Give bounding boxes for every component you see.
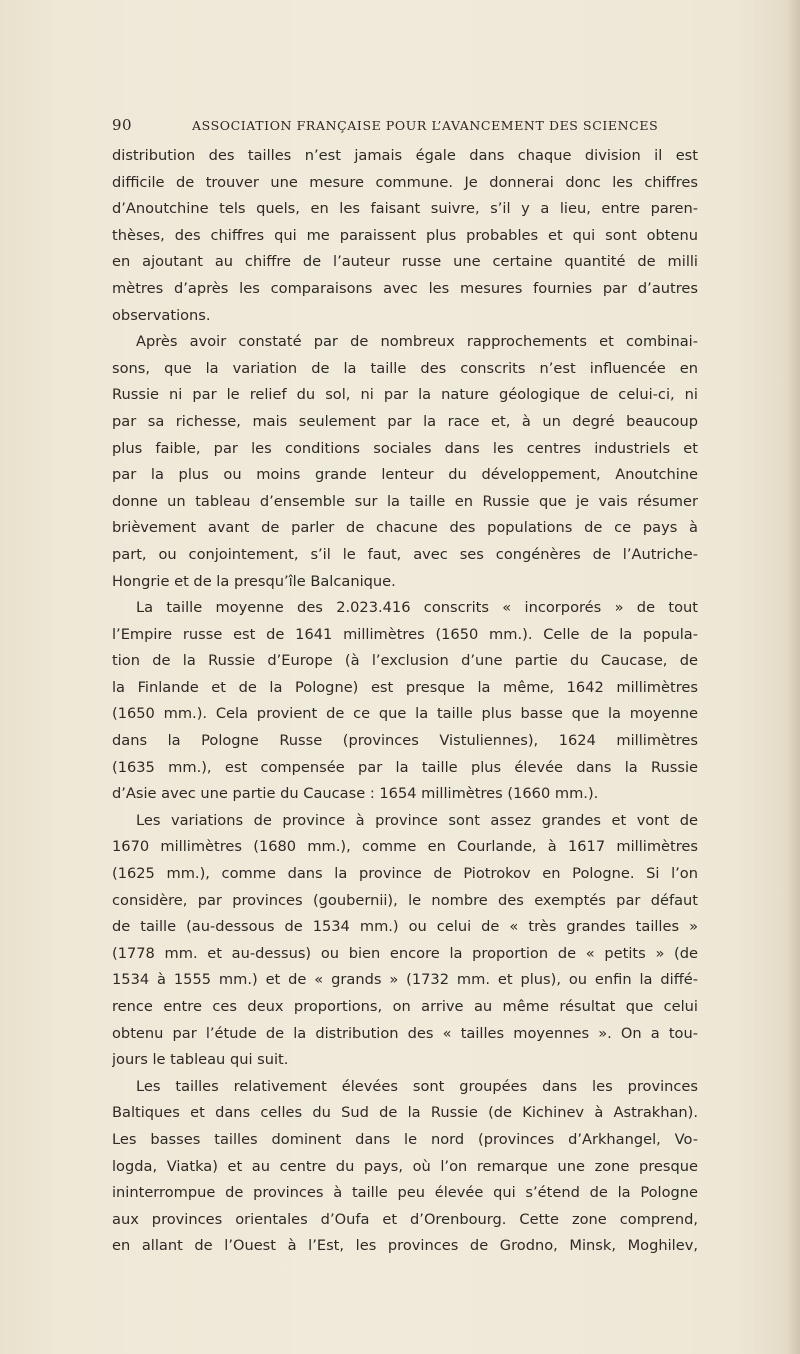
text-line: en ajoutant au chiffre de l’auteur russe une certaine quantité de milli (112, 253, 698, 271)
text-line: brièvement avant de parler de chacune des populations de ce pays à (112, 519, 698, 537)
text-line: sons, que la variation de la taille des conscrits n’est influencée en (112, 359, 698, 377)
text-line: Baltiques et dans celles du Sud de la Russie (de Kichinev à Astrakhan). (112, 1104, 698, 1122)
text-line: jours le tableau qui suit. (112, 1051, 289, 1069)
text-line: d’Asie avec une partie du Caucase : 1654 millimètres (1660 mm.). (112, 785, 599, 803)
text-line: Les basses tailles dominent dans le nord (provinces d’Arkhangel, Vo- (112, 1130, 698, 1148)
text-line: observations. (112, 306, 211, 324)
running-header (112, 116, 698, 138)
running-title: ASSOCIATION FRANÇAISE POUR L’AVANCEMENT DES SCIENCES (192, 118, 659, 133)
text-line: part, ou conjointement, s’il le faut, avec ses congénères de l’Autriche- (112, 545, 698, 563)
text-line: par la plus ou moins grande lenteur du développement, Anoutchine (112, 466, 698, 484)
text-line: thèses, des chiffres qui me paraissent plus probables et qui sont obtenu (112, 226, 698, 244)
text-line: Après avoir constaté par de nombreux rapprochements et combinai- (136, 333, 698, 351)
text-line: aux provinces orientales d’Oufa et d’Orenbourg. Cette zone comprend, (112, 1210, 698, 1228)
text-line: la Finlande et de la Pologne) est presque la même, 1642 millimètres (112, 678, 698, 696)
text-line: tion de la Russie d’Europe (à l’exclusion d’une partie du Caucase, de (112, 652, 698, 670)
text-line: (1635 mm.), est compensée par la taille plus élevée dans la Russie (112, 758, 698, 776)
text-line: d’Anoutchine tels quels, en les faisant suivre, s’il y a lieu, entre paren- (112, 200, 698, 218)
text-line: donne un tableau d’ensemble sur la taille en Russie que je vais résumer (112, 492, 698, 510)
text-line: (1650 mm.). Cela provient de ce que la taille plus basse que la moyenne (112, 705, 698, 723)
text-line: Les variations de province à province sont assez grandes et vont de (136, 811, 698, 829)
page-number: 90 (112, 116, 133, 134)
text-line: par sa richesse, mais seulement par la race et, à un degré beaucoup (112, 412, 698, 430)
text-line: rence entre ces deux proportions, on arrive au même résultat que celui (112, 998, 698, 1015)
text-line: (1625 mm.), comme dans la province de Piotrokov en Pologne. Si l’on (112, 865, 698, 883)
page-edge-shadow (786, 0, 800, 1354)
text-line: Hongrie et de la presqu’île Balcanique. (112, 572, 396, 590)
text-line: distribution des tailles n’est jamais égale dans chaque division il est (112, 147, 698, 164)
text-line: obtenu par l’étude de la distribution des « tailles moyennes ». On a tou- (112, 1024, 698, 1042)
text-line: logda, Viatka) et au centre du pays, où l’on remarque une zone presque (112, 1157, 698, 1175)
text-line: Russie ni par le relief du sol, ni par la nature géologique de celui-ci, ni (112, 386, 698, 404)
text-line: plus faible, par les conditions sociales dans les centres industriels et (112, 439, 698, 457)
text-line: mètres d’après les comparaisons avec les mesures fournies par d’autres (112, 279, 698, 297)
text-line: dans la Pologne Russe (provinces Vistuliennes), 1624 millimètres (112, 732, 698, 750)
text-line: Les tailles relativement élevées sont groupées dans les provinces (136, 1077, 698, 1095)
text-line: 1534 à 1555 mm.) et de « grands » (1732 mm. et plus), ou enfin la diffé- (112, 971, 698, 989)
text-line: considère, par provinces (goubernii), le nombre des exemptés par défaut (112, 891, 698, 909)
text-line: l’Empire russe est de 1641 millimètres (1650 mm.). Celle de la popula- (112, 625, 698, 643)
text-line: 1670 millimètres (1680 mm.), comme en Courlande, à 1617 millimètres (112, 838, 698, 856)
body-text (112, 143, 698, 1260)
text-line: en allant de l’Ouest à l’Est, les provinces de Grodno, Minsk, Moghilev, (112, 1237, 698, 1255)
text-line: de taille (au-dessous de 1534 mm.) ou celui de « très grandes tailles » (112, 918, 698, 936)
text-line: La taille moyenne des 2.023.416 conscrits « incorporés » de tout (136, 599, 698, 617)
text-line: difficile de trouver une mesure commune. Je donnerai donc les chiffres (112, 173, 698, 191)
text-line: (1778 mm. et au-dessus) ou bien encore la proportion de « petits » (de (112, 944, 698, 962)
text-line: ininterrompue de provinces à taille peu élevée qui s’étend de la Pologne (112, 1184, 698, 1202)
